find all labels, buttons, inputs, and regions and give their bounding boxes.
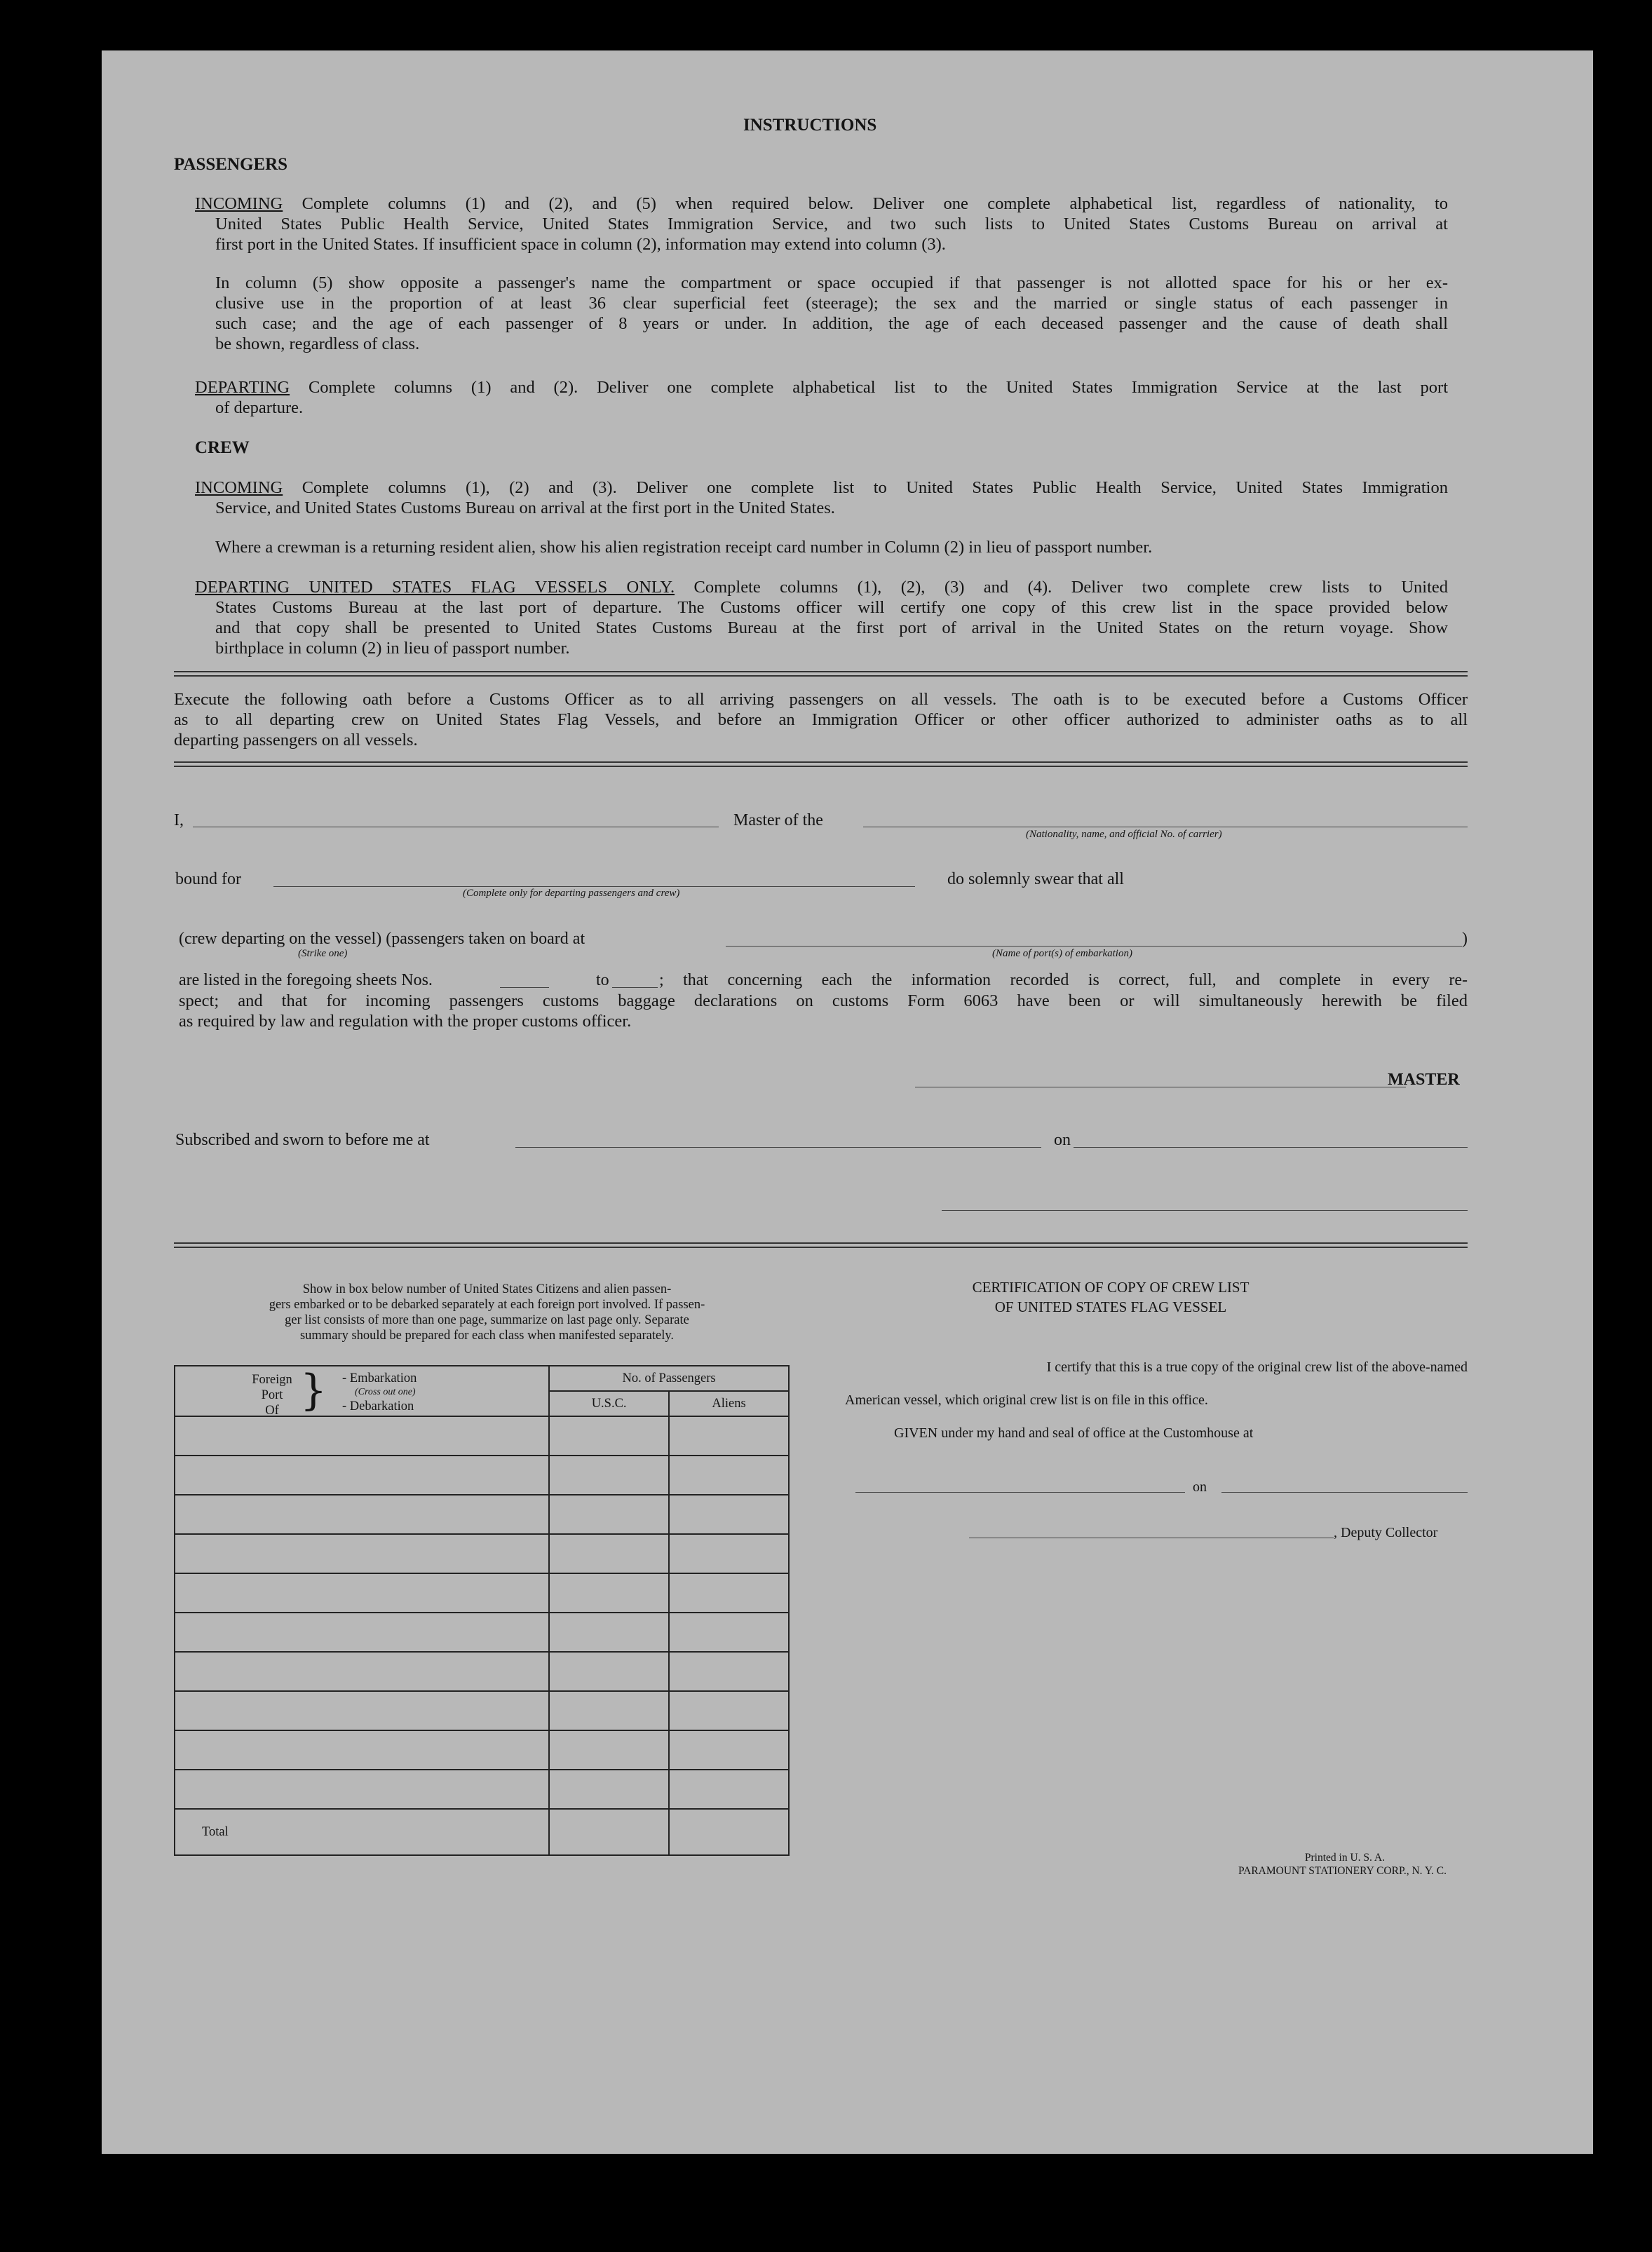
given-text: GIVEN under my hand and seal of office at the Customhouse at: [894, 1425, 1254, 1441]
usc-cell[interactable]: [549, 1456, 669, 1495]
no-of-passengers-header: No. of Passengers: [549, 1366, 789, 1391]
table-row: [175, 1652, 789, 1691]
aliens-cell[interactable]: [669, 1652, 789, 1691]
cert-on-label: on: [1193, 1479, 1207, 1495]
total-label-cell: Total: [175, 1809, 549, 1855]
bound-for-line[interactable]: [273, 886, 915, 887]
aliens-cell[interactable]: [669, 1770, 789, 1809]
usc-cell[interactable]: [549, 1416, 669, 1456]
port-cell[interactable]: [175, 1730, 549, 1770]
listed-rest: ; that concerning each the information recorded is correct, full, and complete in every re-: [659, 971, 1468, 989]
master-of-the-label: Master of the: [733, 811, 823, 829]
departing-crew-label: DEPARTING UNITED STATES FLAG VESSELS ONLY.: [195, 578, 675, 597]
aliens-cell[interactable]: [669, 1416, 789, 1456]
aliens-cell[interactable]: [669, 1730, 789, 1770]
usc-cell[interactable]: [549, 1770, 669, 1809]
port-cell[interactable]: [175, 1613, 549, 1652]
aliens-header: Aliens: [669, 1391, 789, 1416]
section-divider: [174, 761, 1468, 767]
section-divider: [174, 1242, 1468, 1248]
port-cell[interactable]: [175, 1691, 549, 1730]
aliens-cell[interactable]: [669, 1613, 789, 1652]
aliens-cell[interactable]: [669, 1456, 789, 1495]
foreign-label: Foreign: [252, 1373, 292, 1387]
ports-table: [174, 1365, 790, 1856]
departing-passengers-instructions: DEPARTING Complete columns (1) and (2). Deliver one complete alphabetical list to the United States Immigration Service at the last port of departure.: [195, 378, 1448, 417]
aliens-cell[interactable]: [669, 1573, 789, 1613]
oath-i-label: I,: [174, 811, 184, 829]
swear-label: do solemnly swear that all: [947, 870, 1124, 888]
table-row: [175, 1534, 789, 1573]
sworn-on-label: on: [1054, 1131, 1071, 1149]
port-cell[interactable]: [175, 1770, 549, 1809]
total-aliens-cell[interactable]: [669, 1809, 789, 1855]
subscribed-label: Subscribed and sworn to before me at: [175, 1131, 430, 1149]
brace-glyph: }: [300, 1366, 327, 1415]
port-cell[interactable]: [175, 1416, 549, 1456]
aliens-cell[interactable]: [669, 1495, 789, 1534]
port-cell[interactable]: [175, 1495, 549, 1534]
sheet-from-line[interactable]: [500, 987, 549, 988]
usc-cell[interactable]: [549, 1573, 669, 1613]
usc-cell[interactable]: [549, 1730, 669, 1770]
nationality-hint: (Nationality, name, and official No. of carrier): [1026, 829, 1222, 840]
incoming-crew-label: INCOMING: [195, 478, 283, 497]
usc-cell[interactable]: [549, 1534, 669, 1573]
total-usc-cell[interactable]: [549, 1809, 669, 1855]
certification-title: CERTIFICATION OF COPY OF CREW LIST OF UNITED STATES FLAG VESSEL: [972, 1279, 1250, 1315]
strike-one-hint: (Strike one): [298, 948, 348, 959]
usc-cell[interactable]: [549, 1691, 669, 1730]
page-title: INSTRUCTIONS: [743, 116, 877, 135]
usc-cell[interactable]: [549, 1652, 669, 1691]
total-row: [175, 1809, 789, 1855]
of-label: Of: [265, 1404, 279, 1418]
usc-header: U.S.C.: [549, 1391, 669, 1416]
american-vessel-text: American vessel, which original crew list is on file in this office.: [845, 1392, 1208, 1408]
table-row: [175, 1770, 789, 1809]
passengers-heading: PASSENGERS: [174, 155, 288, 174]
oath-line3: as required by law and regulation with the proper customs officer.: [179, 1012, 632, 1031]
debarkation-label: - Debarkation: [342, 1399, 414, 1413]
port-cell[interactable]: [175, 1534, 549, 1573]
port-rows: [175, 1416, 789, 1809]
cross-out-hint: (Cross out one): [355, 1387, 416, 1397]
usc-cell[interactable]: [549, 1613, 669, 1652]
deputy-collector-label: , Deputy Collector: [1334, 1525, 1438, 1540]
table-row: [175, 1730, 789, 1770]
sworn-on-line[interactable]: [1074, 1147, 1468, 1148]
customhouse-line[interactable]: [855, 1492, 1185, 1493]
close-paren: ): [1462, 930, 1468, 948]
cert-date-line[interactable]: [1221, 1492, 1468, 1493]
departing-label: DEPARTING: [195, 378, 290, 397]
port-cell[interactable]: [175, 1456, 549, 1495]
incoming-label: INCOMING: [195, 194, 283, 213]
complete-only-hint: (Complete only for departing passengers and crew): [463, 888, 680, 899]
port-hint: (Name of port(s) of embarkation): [992, 948, 1132, 959]
aliens-cell[interactable]: [669, 1691, 789, 1730]
officer-signature-line[interactable]: [942, 1210, 1468, 1211]
to-label: to: [596, 971, 609, 989]
table-row: [175, 1416, 789, 1456]
aliens-cell[interactable]: [669, 1534, 789, 1573]
master-label: MASTER: [1388, 1071, 1460, 1089]
departing-crew-instructions: DEPARTING UNITED STATES FLAG VESSELS ONLY. Complete columns (1), (2), (3) and (4). Deliver two complete crew lists to United States Customs Bureau at the last port of departure. The Customs officer will certify one copy of this crew list in the space provided below and that copy shall be presented to United States Customs Bureau at the first port of arrival in the United States on the return voyage. Show birthplace in column (2) in lieu of passport number.: [195, 578, 1449, 658]
crew-heading: CREW: [195, 438, 250, 457]
bound-for-label: bound for: [175, 870, 241, 888]
table-row: [175, 1456, 789, 1495]
port-cell[interactable]: [175, 1573, 549, 1613]
port-label: Port: [261, 1388, 283, 1402]
usc-cell[interactable]: [549, 1495, 669, 1534]
resident-alien-note: Where a crewman is a returning resident alien, show his alien registration receipt card number in Column (2) in lieu of passport number.: [215, 538, 1153, 557]
sworn-at-line[interactable]: [515, 1147, 1041, 1148]
table-row: [175, 1573, 789, 1613]
incoming-crew-instructions: INCOMING Complete columns (1), (2) and (3). Deliver one complete list to United States Public Health Service, United States Immigration Service, and United States Customs Bureau on arrival at the first port in the United States.: [195, 478, 1448, 517]
port-cell[interactable]: [175, 1652, 549, 1691]
table-row: [175, 1495, 789, 1534]
oath-line2: spect; and that for incoming passengers customs baggage declarations on customs Form 6063 have been or will simultaneously herewith be filed: [179, 991, 1468, 1010]
sheet-to-line[interactable]: [612, 987, 658, 988]
certify-text: I certify that this is a true copy of the original crew list of the above-named: [1046, 1359, 1468, 1375]
section-divider: [174, 671, 1468, 677]
embarkation-label: - Embarkation: [342, 1371, 417, 1385]
oath-instructions: Execute the following oath before a Customs Officer as to all arriving passengers on all vessels. The oath is to be executed before a Customs Officer as to all departing crew on United States Flag Vessels, and before an Immigration Officer or other officer authorized to administer oaths as to all departing passengers on all vessels.: [174, 690, 1468, 749]
crew-departing-label: (crew departing on the vessel) (passengers taken on board at: [179, 930, 585, 948]
table-row: [175, 1691, 789, 1730]
port-embarkation-line[interactable]: [726, 946, 1462, 947]
port-header-cell: [175, 1366, 549, 1416]
summary-note: Show in box below number of United States Citizens and alien passen- gers embarked or to be debarked separately at each foreign port involved. If passen- ger list consists of more than one page, summarize on last page only. Separate summary should be prepared for each class when manifested separately.: [269, 1282, 705, 1343]
incoming-passengers-instructions: INCOMING Complete columns (1) and (2), and (5) when required below. Deliver one complete alphabetical list, regardless of nationality, to United States Public Health Service, United States Immigration Service, and two such lists to United States Customs Bureau on arrival at first port in the United States. If insufficient space in column (2), information may extend into column (3).: [195, 194, 1448, 254]
column5-instructions: In column (5) show opposite a passenger's name the compartment or space occupied if that passenger is not allotted space for his or her ex- clusive use in the proportion of at least 36 clear superficial feet (steerage); the sex and the married or single status of each passenger in such case; and the age of each passenger of 8 years or under. In addition, the age of each deceased passenger and the cause of death shall be shown, regardless of class.: [215, 273, 1448, 353]
form-sheet: [102, 50, 1593, 2154]
listed-in-label: are listed in the foregoing sheets Nos.: [179, 971, 433, 989]
table-row: [175, 1613, 789, 1652]
printer-imprint: Printed in U. S. A. PARAMOUNT STATIONERY CORP., N. Y. C.: [1238, 1852, 1447, 1877]
